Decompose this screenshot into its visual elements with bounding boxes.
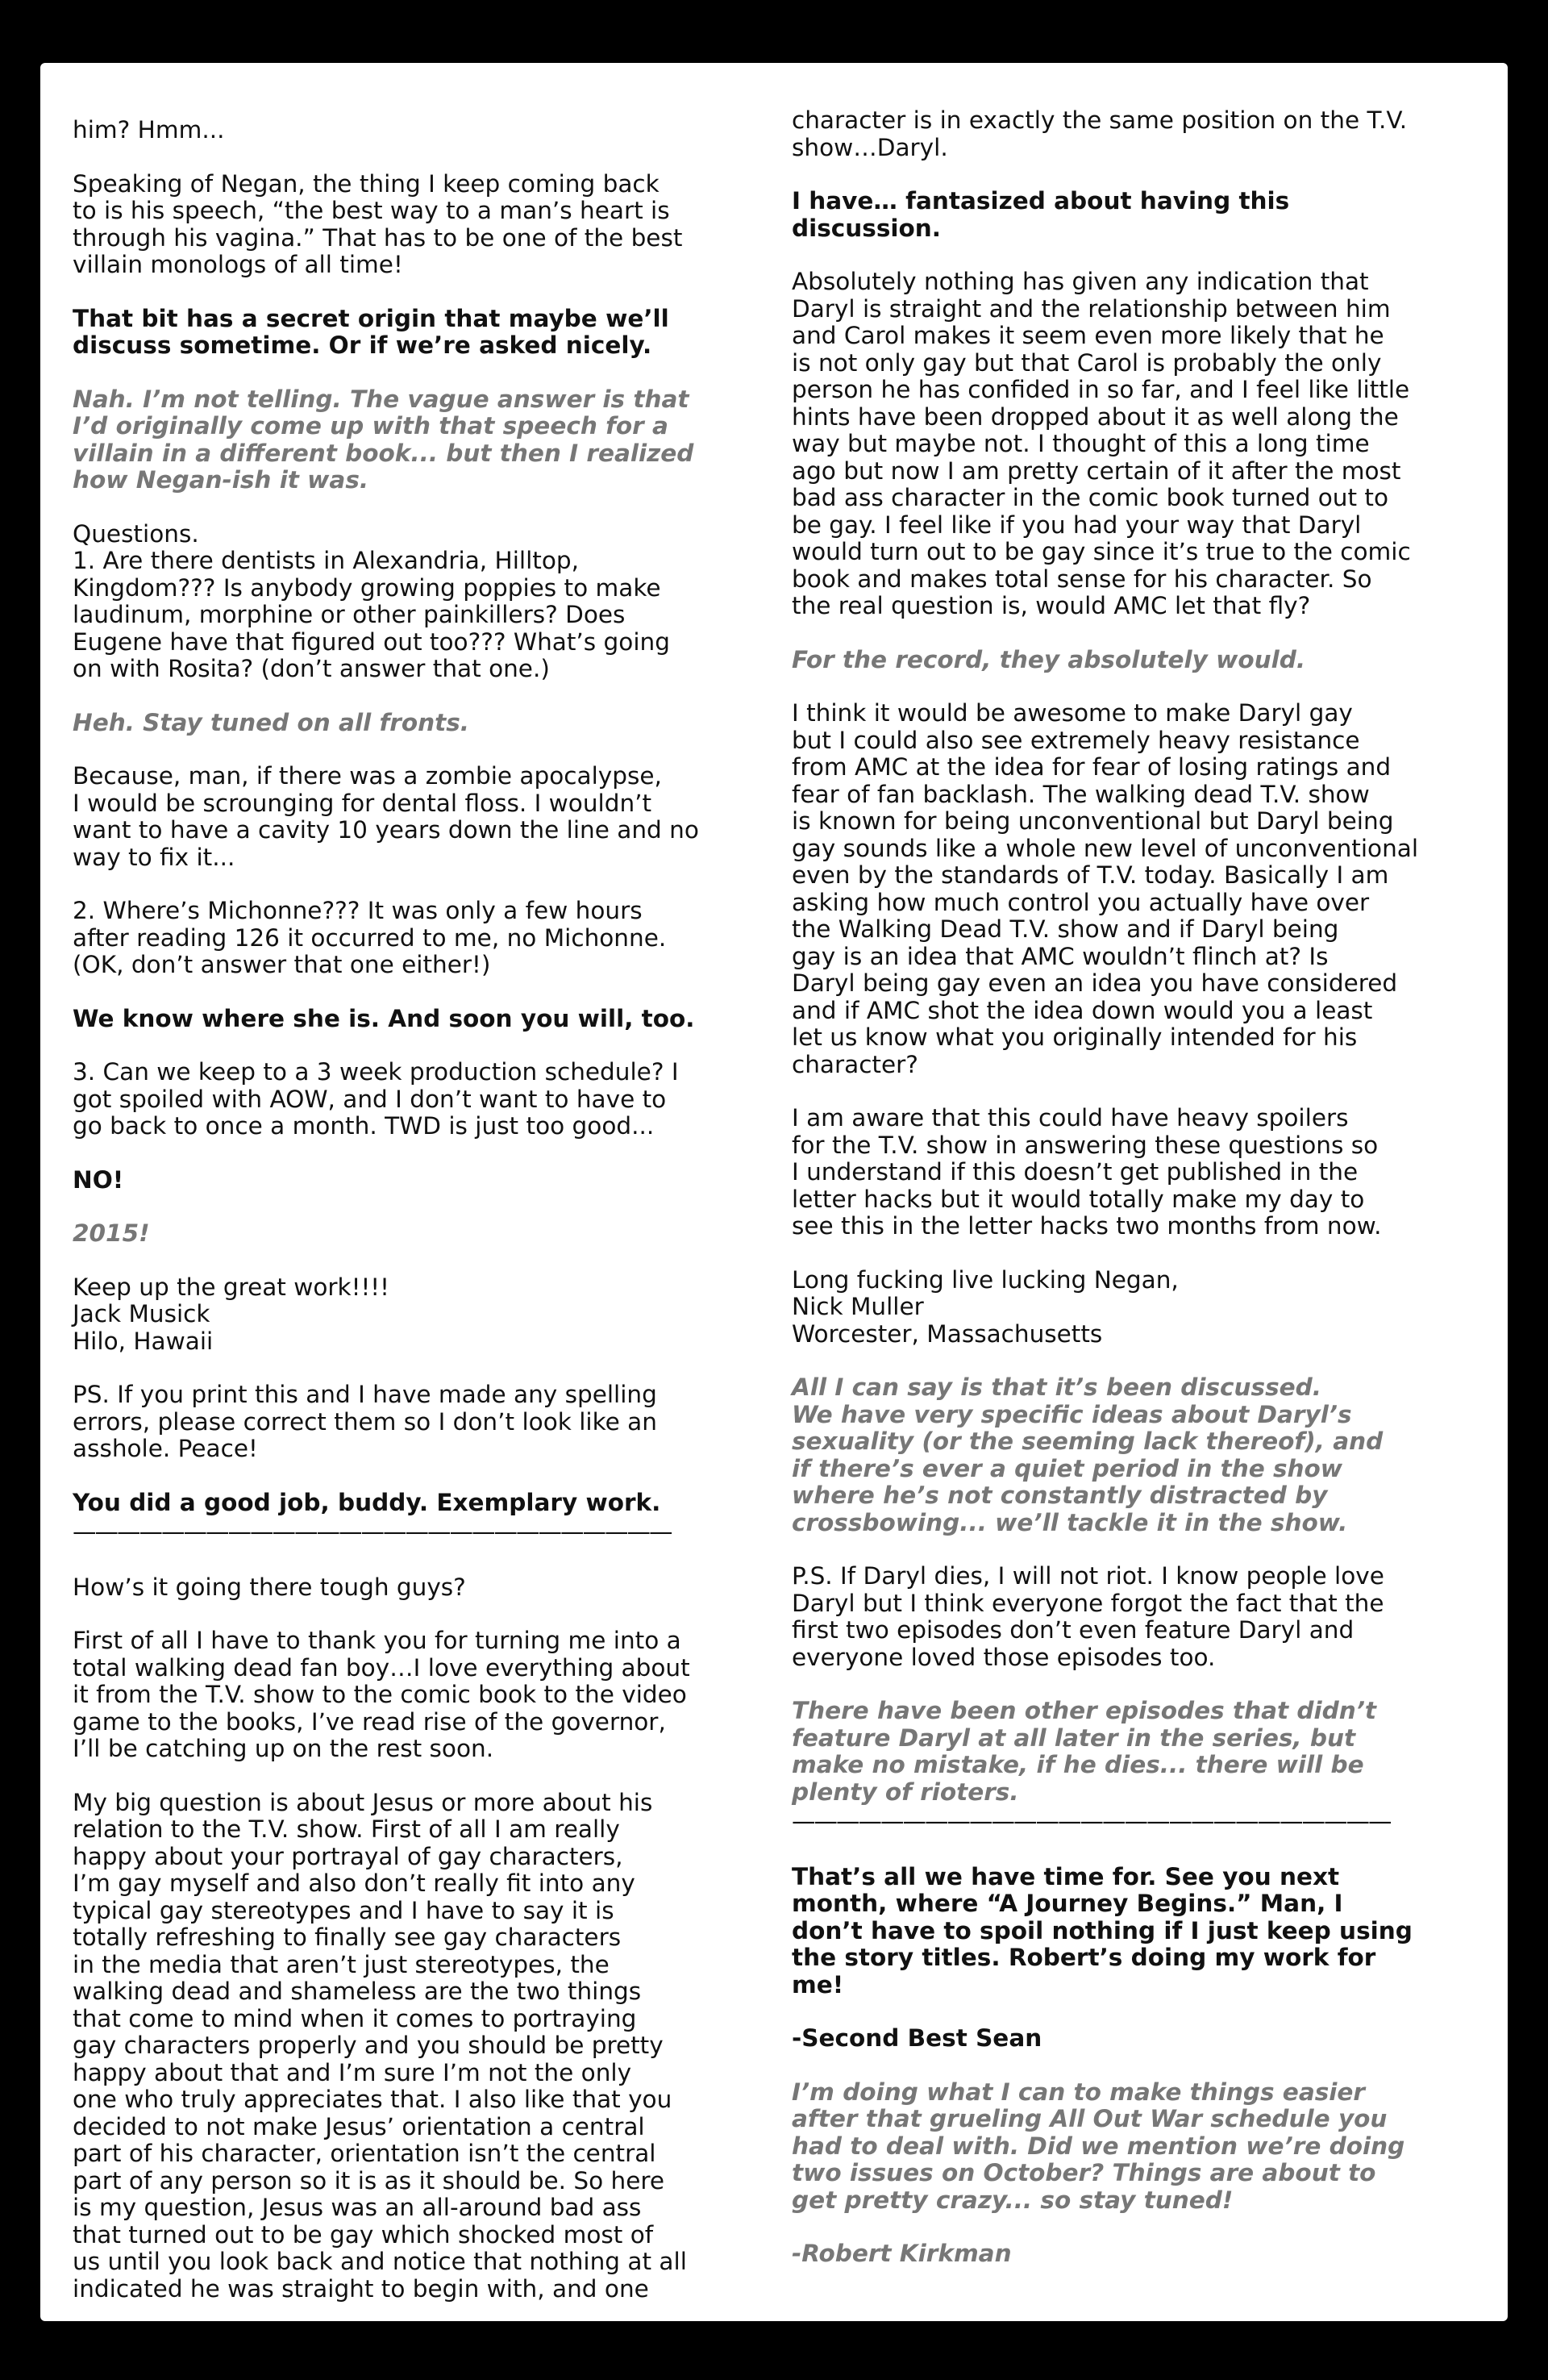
editor-response: That bit has a secret origin that maybe we’ll discuss sometime. Or if we’re asked nicely. <box>73 304 669 359</box>
editor-response: NO! <box>73 1165 124 1194</box>
left-column <box>73 117 758 2329</box>
editor-reply: There have been other episodes that didn’t feature Daryl at all later in the series, but make no mistake, if he dies... there will be plenty of rioters. <box>792 1697 1377 1806</box>
letter-paragraph: Absolutely nothing has given any indication that Daryl is straight and the relationship between him and Carol makes it seem even more likely that he is not only gay but that Carol is probably the only person he has confided in so far, and I feel like little hints have been dropped about it as well along the way but maybe not. I thought of this a long time ago but now I am pretty certain of it after the most bad ass character in the comic book turned out to be gay. I feel like if you had your way that Daryl would turn out to be gay since it’s true to the comic book and makes total sense for his character. So the real question is, would AMC let that fly? <box>792 268 1411 619</box>
right-column <box>792 107 1477 2295</box>
letter-paragraph: 2. Where’s Michonne??? It was only a few hours after reading 126 it occurred to me, no Michonne. (OK, don’t answer that one either!) <box>73 897 667 978</box>
letter-paragraph: How’s it going there tough guys? <box>73 1573 466 1601</box>
editor-response: We know where she is. And soon you will, too. <box>73 1004 695 1032</box>
letter-paragraph: Because, man, if there was a zombie apocalypse, I would be scrounging for dental floss. I wouldn’t want to have a cavity 10 years down the line and no way to fix it... <box>73 762 699 871</box>
editor-reply: 2015! <box>73 1219 150 1247</box>
editor-reply: Heh. Stay tuned on all fronts. <box>73 708 469 736</box>
editor-response: That’s all we have time for. See you next month, where “A Journey Begins.” Man, I don’t have to spoil nothing if I just keep using the story titles. Robert’s doing my work for me! <box>792 1862 1413 1999</box>
letter-paragraph: character is in exactly the same position on the T.V. show…Daryl. <box>792 106 1408 161</box>
letter-paragraph: PS. If you print this and I have made any spelling errors, please correct them so I don’t look like an asshole. Peace! <box>73 1381 657 1462</box>
letter-paragraph: I think it would be awesome to make Daryl gay but I could also see extremely heavy resistance from AMC at the idea for fear of losing ratings and fear of fan backlash. The walking dead T.V. show is known for being unconventional but Daryl being gay sounds like a whole new level of unconventional even by the standards of T.V. today. Basically I am asking how much control you actually have over the Walking Dead T.V. show and if Daryl being gay is an idea that AMC wouldn’t flinch at? Is Daryl being gay even an idea you have considered and if AMC shot the idea down would you a least let us know what you originally intended for his character? <box>792 699 1419 1078</box>
letters-page <box>40 63 1508 2321</box>
letter-paragraph: First of all I have to thank you for turning me into a total walking dead fan boy…I love everything about it from the T.V. show to the comic book to the video game to the books, I’ve read rise of the governor, I’ll be catching up on the rest soon. <box>73 1627 690 1762</box>
editor-reply: Nah. I’m not telling. The vague answer is that I’d originally come up with that speech for a villain in a different book... but then I realized how Negan-ish it was. <box>73 385 694 494</box>
letter-paragraph: My big question is about Jesus or more about his relation to the T.V. show. First of all I am really happy about your portrayal of gay characters, I’m gay myself and also don’t really fit into any typical gay stereotypes and I have to say it is totally refreshing to finally see gay characters in the media that aren’t just stereotypes, the walking dead and shameless are the two things that come to mind when it comes to portraying gay characters properly and you should be pretty happy about that and I’m sure I’m not the only one who truly appreciates that. I also like that you decided to not make Jesus’ orientation a central part of his character, orientation isn’t the central part of any person so it is as it should be. So here is my question, Jesus was an all-around bad ass that turned out to be gay which shocked most of us until you look back and notice that nothing at all indicated he was straight to begin with, and one <box>73 1788 687 2303</box>
editor-reply: For the record, they absolutely would. <box>792 645 1306 673</box>
section-divider: ——————————————————————————— <box>73 1519 672 1545</box>
letter-paragraph: Keep up the great work!!!! Jack Musick Hilo, Hawaii <box>73 1273 389 1355</box>
editor-response: You did a good job, buddy. Exemplary work. <box>73 1488 661 1516</box>
letter-paragraph: Long fucking live lucking Negan, Nick Muller Worcester, Massachusetts <box>792 1265 1179 1348</box>
editor-reply: All I can say is that it’s been discussed. We have very specific ideas about Daryl’s sexuality (or the seeming lack thereof), and if there’s ever a quiet period in the show where he’s not constantly distracted by crossbowing... we’ll tackle it in the show. <box>792 1373 1384 1536</box>
editor-response: -Second Best Sean <box>792 2024 1042 2052</box>
letter-paragraph: him? Hmm... <box>73 116 225 144</box>
letter-paragraph: Speaking of Negan, the thing I keep coming back to is his speech, “the best way to a man’s heart is through his vagina.” That has to be one of the best villain monologs of all time! <box>73 169 683 278</box>
section-divider: ——————————————————————————— <box>792 1808 1391 1835</box>
editor-reply: I’m doing what I can to make things easier after that grueling All Out War schedule you had to deal with. Did we mention we’re doing two issues on October? Things are about to get pretty crazy... so stay tuned! <box>792 2078 1405 2214</box>
editor-reply: -Robert Kirkman <box>792 2240 1012 2267</box>
letter-paragraph: 3. Can we keep to a 3 week production schedule? I got spoiled with AOW, and I don’t want to have to go back to once a month. TWD is just too good... <box>73 1058 679 1140</box>
letter-paragraph: Questions. 1. Are there dentists in Alexandria, Hilltop, Kingdom??? Is anybody growing poppies to make laudinum, morphine or other painkillers? Does Eugene have that figured out too??? What’s going on with Rosita? (don’t answer that one.) <box>73 519 670 682</box>
letter-paragraph: I am aware that this could have heavy spoilers for the T.V. show in answering these questions so I understand if this doesn’t get published in the letter hacks but it would totally make my day to see this in the letter hacks two months from now. <box>792 1104 1382 1240</box>
letter-paragraph: P.S. If Daryl dies, I will not riot. I know people love Daryl but I think everyone forgot the fact that the first two episodes don’t even feature Daryl and everyone loved those episodes too. <box>792 1562 1384 1671</box>
editor-response: I have… fantasized about having this discussion. <box>792 187 1290 242</box>
